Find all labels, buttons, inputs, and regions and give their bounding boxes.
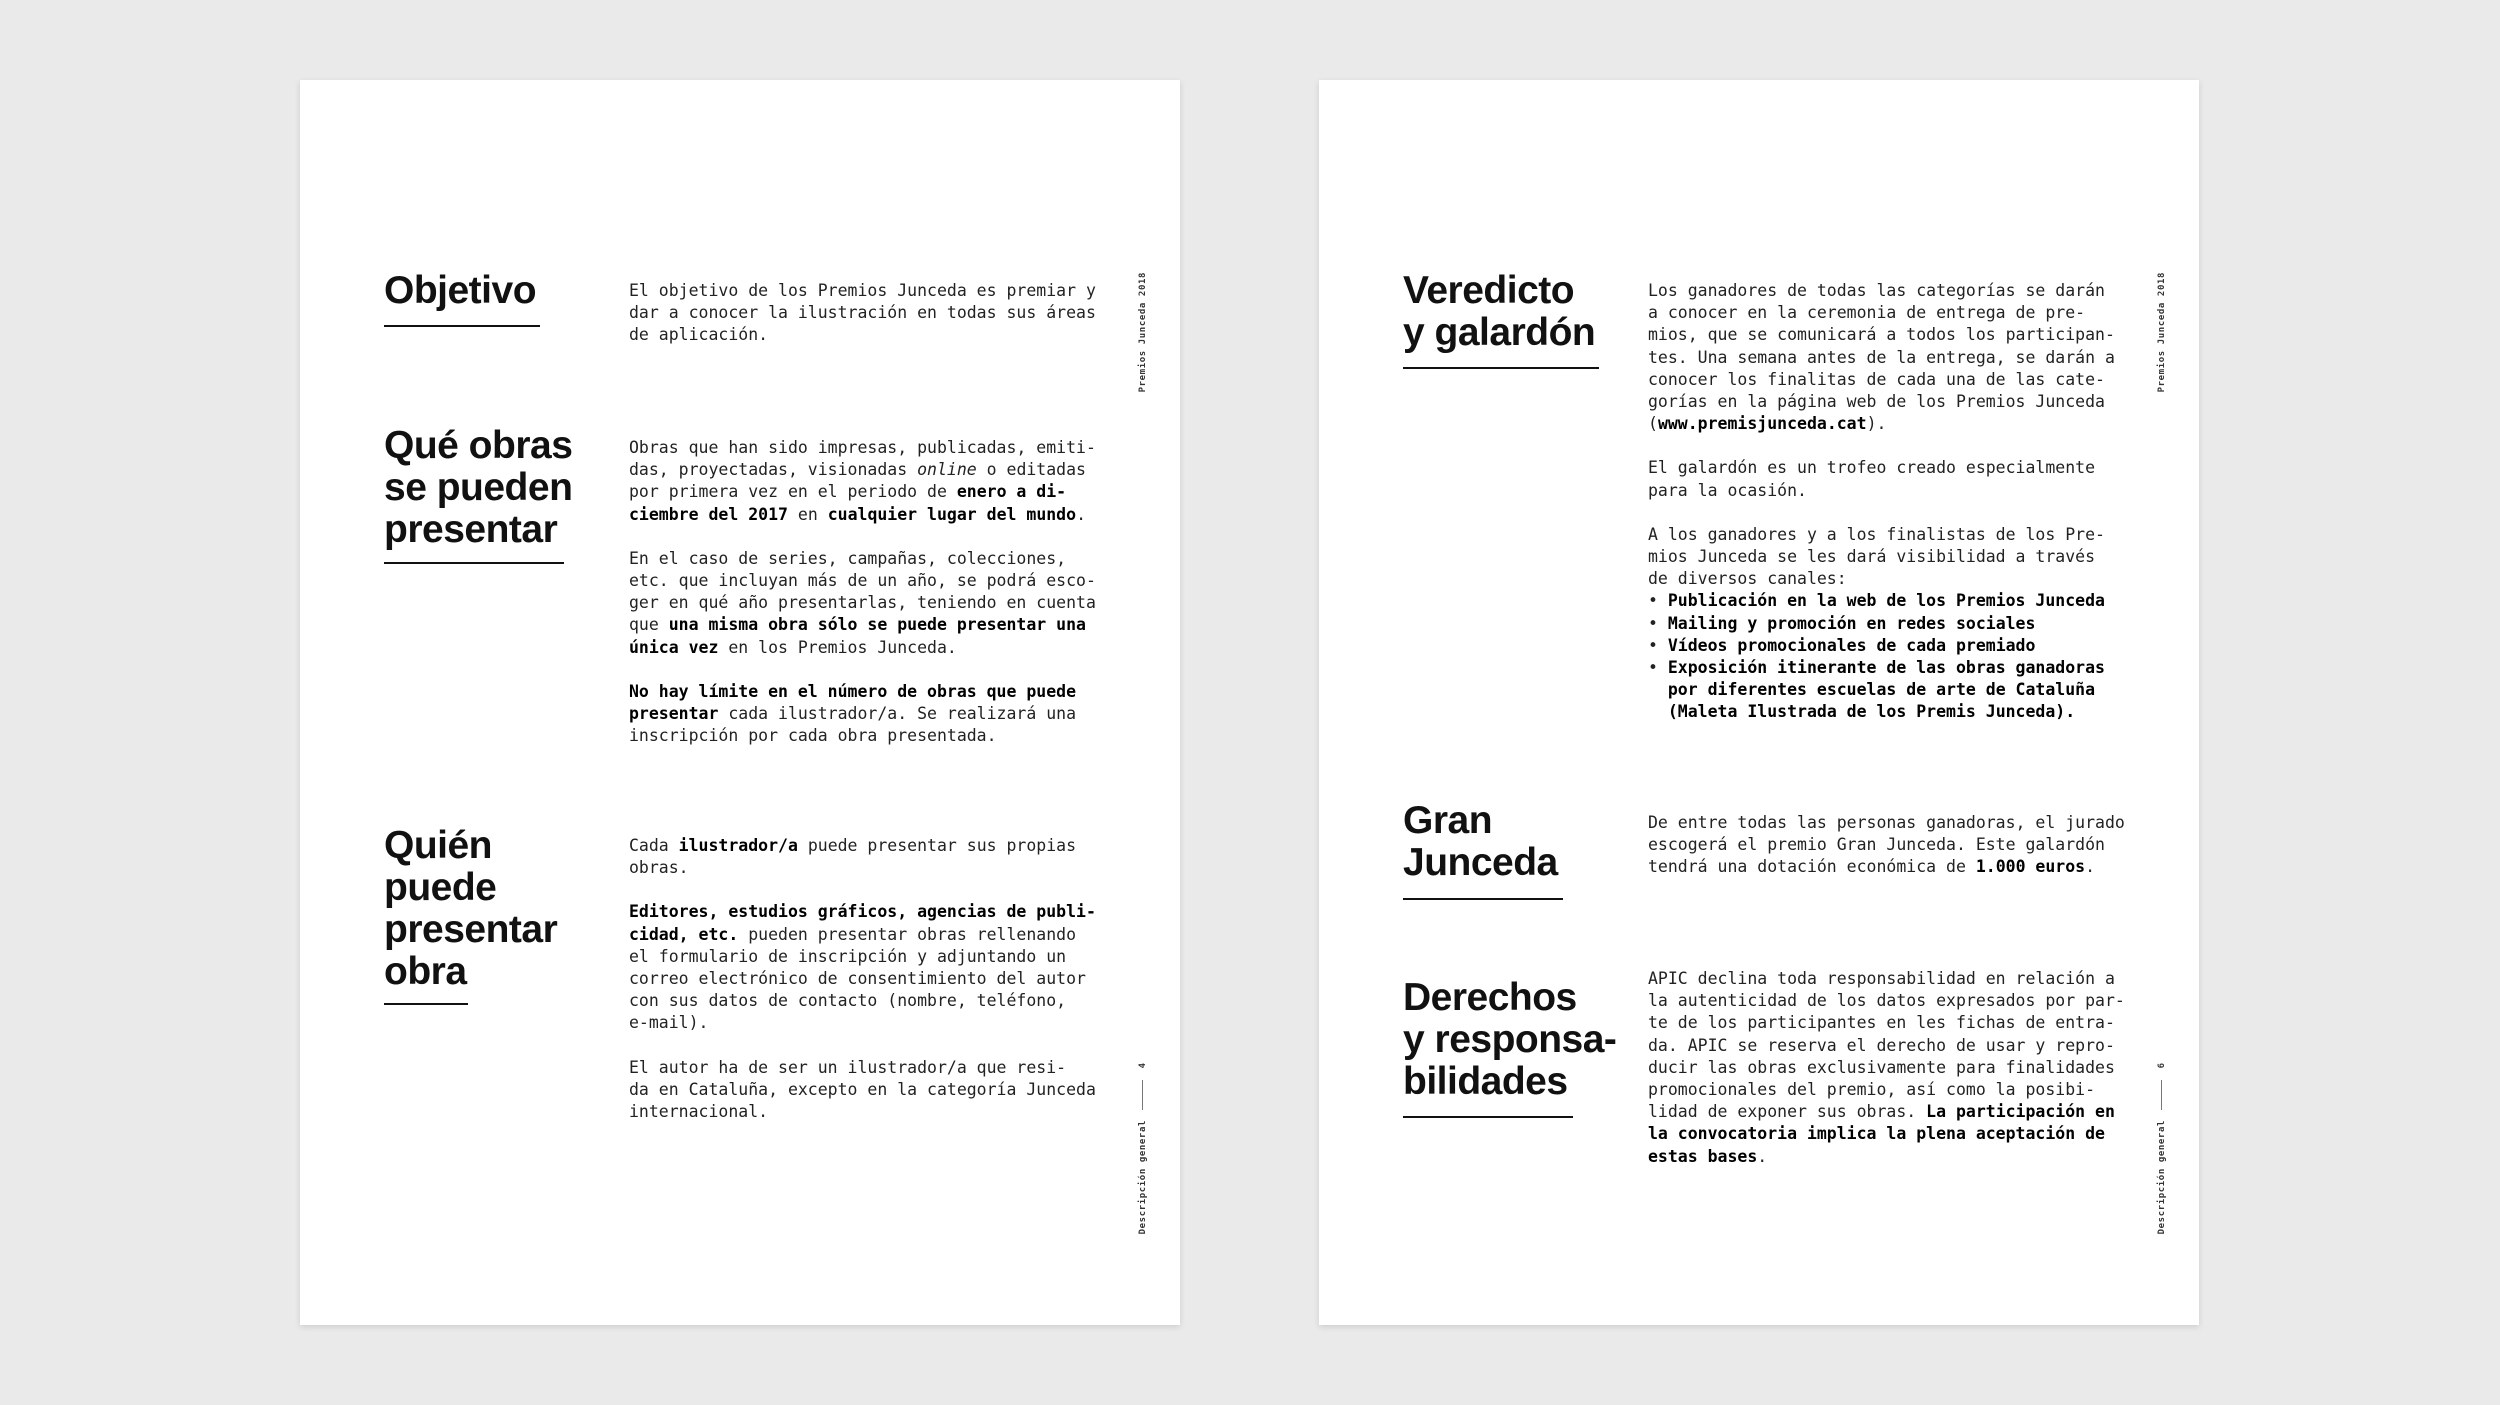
body-line: De entre todas las personas ganadoras, el jurado [1648, 813, 2125, 832]
body-paragraph [629, 681, 1099, 748]
section-title-veredicto: Veredicto y galardón [1403, 269, 1596, 354]
body-paragraph [1648, 812, 2125, 879]
body-line: tes. Una semana antes de la entrega, se darán a [1648, 347, 2115, 367]
page-number: 6 [2157, 1063, 2167, 1069]
section-body-objetivo [629, 280, 1099, 347]
section-body-gran-junceda [1648, 812, 2125, 879]
body-paragraph [1648, 457, 2118, 501]
list-item-text: • Mailing y promoción en redes sociales [1648, 613, 2036, 633]
section-title-rule [384, 562, 564, 564]
list-item-text: (Maleta Ilustrada de los Premis Junceda). [1667, 702, 2076, 722]
document-page-right [1319, 80, 2199, 1325]
body-line: conocer los finalitas de cada una de las cate- [1648, 369, 2105, 389]
body-line: estas bases. [1648, 1146, 1768, 1166]
body-line: única vez en los Premios Junceda. [629, 637, 957, 657]
body-line: A los ganadores y a los finalistas de los Pre- [1648, 524, 2105, 544]
page-footer-side-text: Descripción general [1138, 1120, 1148, 1235]
body-line: tendrá una dotación económica de 1.000 euros. [1648, 857, 2096, 877]
body-paragraph [1648, 280, 2118, 435]
page-header-side-text: Premios Junceda 2018 [1138, 272, 1148, 393]
section-body-veredicto [1648, 280, 2118, 724]
body-line: el formulario de inscripción y adjuntando un [629, 946, 1067, 966]
body-line: Los ganadores de todas las categorías se darán [1648, 281, 2105, 300]
body-line: da en Cataluña, excepto en la categoría Junceda [629, 1079, 1096, 1099]
body-line: APIC declina toda responsabilidad en relación a [1648, 969, 2115, 988]
section-body-derechos [1648, 968, 2125, 1168]
body-paragraph [629, 901, 1099, 1034]
body-line: escogerá el premio Gran Junceda. Este galardón [1648, 835, 2105, 855]
list-item-text: • Publicación en la web de los Premios Junceda [1648, 591, 2105, 611]
body-line: presentar cada ilustrador/a. Se realizará una [629, 704, 1077, 724]
body-line: Cada ilustrador/a puede presentar sus propias [629, 836, 1077, 855]
body-paragraph [629, 1057, 1099, 1124]
body-line: la autenticidad de los datos expresados por par- [1648, 991, 2125, 1011]
body-line: El autor ha de ser un ilustrador/a que resi- [629, 1057, 1067, 1077]
section-title-que-obras: Qué obras se pueden presentar [384, 424, 573, 551]
list-item [1648, 613, 2118, 635]
body-line: promocionales del premio, así como la posibi- [1648, 1080, 2096, 1100]
page-number: 4 [1138, 1063, 1148, 1069]
body-line: etc. que incluyan más de un año, se podrá esco- [629, 571, 1096, 591]
body-line: (www.premisjunceda.cat). [1648, 414, 1887, 434]
body-line: cidad, etc. pueden presentar obras rellenando [629, 924, 1077, 944]
section-title-rule [384, 325, 540, 327]
page-footer-side-text: Descripción general [2157, 1120, 2167, 1235]
body-line: ger en qué año presentarlas, teniendo en cuenta [629, 593, 1096, 613]
body-paragraph [629, 835, 1099, 879]
list-item-text: por diferentes escuelas de arte de Cataluña [1667, 680, 2096, 700]
document-page-left [300, 80, 1180, 1325]
body-line: ducir las obras exclusivamente para finalidades [1648, 1057, 2115, 1077]
body-line: No hay límite en el número de obras que puede [629, 681, 1077, 701]
list-item-text: • Vídeos promocionales de cada premiado [1648, 635, 2036, 655]
page-number-divider [1142, 1080, 1143, 1110]
body-line: El galardón es un trofeo creado especialmente [1648, 458, 2096, 478]
body-paragraph [629, 280, 1099, 347]
body-paragraph [629, 437, 1099, 526]
body-line: inscripción por cada obra presentada. [629, 726, 997, 746]
body-line: En el caso de series, campañas, colecciones, [629, 548, 1067, 568]
body-line: ciembre del 2017 en cualquier lugar del mundo. [629, 504, 1086, 524]
body-line: Obras que han sido impresas, publicadas, emiti- [629, 438, 1096, 457]
body-line: correo electrónico de consentimiento del autor [629, 969, 1086, 989]
page-number-divider [2161, 1080, 2162, 1110]
body-line: e-mail). [629, 1013, 709, 1033]
section-body-que-obras [629, 437, 1099, 747]
section-title-rule [1403, 1116, 1573, 1118]
body-paragraph [1648, 524, 2118, 591]
body-line: obras. [629, 858, 689, 878]
list-item [1648, 657, 2118, 679]
section-title-derechos: Derechos y responsa- bilidades [1403, 976, 1617, 1103]
list-item [1648, 590, 2118, 612]
body-line: da. APIC se reserva el derecho de usar y repro- [1648, 1035, 2115, 1055]
section-title-quien-puede: Quién puede presentar obra [384, 824, 558, 993]
body-line: te de los participantes en les fichas de entra- [1648, 1013, 2115, 1033]
body-paragraph [629, 548, 1099, 659]
body-line: dar a conocer la ilustración en todas sus áreas [629, 303, 1096, 323]
body-line: mios, que se comunicará a todos los participan- [1648, 325, 2115, 345]
section-title-rule [1403, 367, 1599, 369]
section-title-rule [1403, 898, 1563, 900]
body-line: que una misma obra sólo se puede presentar una [629, 615, 1086, 635]
body-line: das, proyectadas, visionadas online o editadas [629, 460, 1086, 480]
body-line: de aplicación. [629, 325, 769, 345]
section-title-objetivo: Objetivo [384, 269, 537, 312]
body-line: El objetivo de los Premios Junceda es premiar y [629, 281, 1096, 300]
list-item [1648, 679, 2118, 701]
body-line: de diversos canales: [1648, 569, 1847, 589]
body-line: mios Junceda se les dará visibilidad a través [1648, 547, 2096, 567]
body-paragraph [1648, 968, 2125, 1168]
body-line: a conocer en la ceremonia de entrega de pre- [1648, 303, 2086, 323]
body-line: la convocatoria implica la plena aceptación de [1648, 1124, 2105, 1144]
section-body-quien-puede [629, 835, 1099, 1123]
body-line: lidad de exponer sus obras. La participación en [1648, 1102, 2115, 1122]
list-item-text: • Exposición itinerante de las obras ganadoras [1648, 658, 2105, 678]
body-line: para la ocasión. [1648, 480, 1807, 500]
body-line: por primera vez en el periodo de enero a di- [629, 482, 1067, 502]
body-line: internacional. [629, 1102, 769, 1122]
section-title-rule [384, 1003, 468, 1005]
body-line: gorías en la página web de los Premios Junceda [1648, 392, 2105, 412]
list-item [1648, 635, 2118, 657]
list-item [1648, 701, 2118, 723]
section-title-gran-junceda: Gran Junceda [1403, 799, 1558, 884]
body-line: Editores, estudios gráficos, agencias de publi- [629, 902, 1096, 922]
body-line: con sus datos de contacto (nombre, teléfono, [629, 991, 1067, 1011]
page-header-side-text: Premios Junceda 2018 [2157, 272, 2167, 393]
channels-list [1648, 590, 2118, 723]
